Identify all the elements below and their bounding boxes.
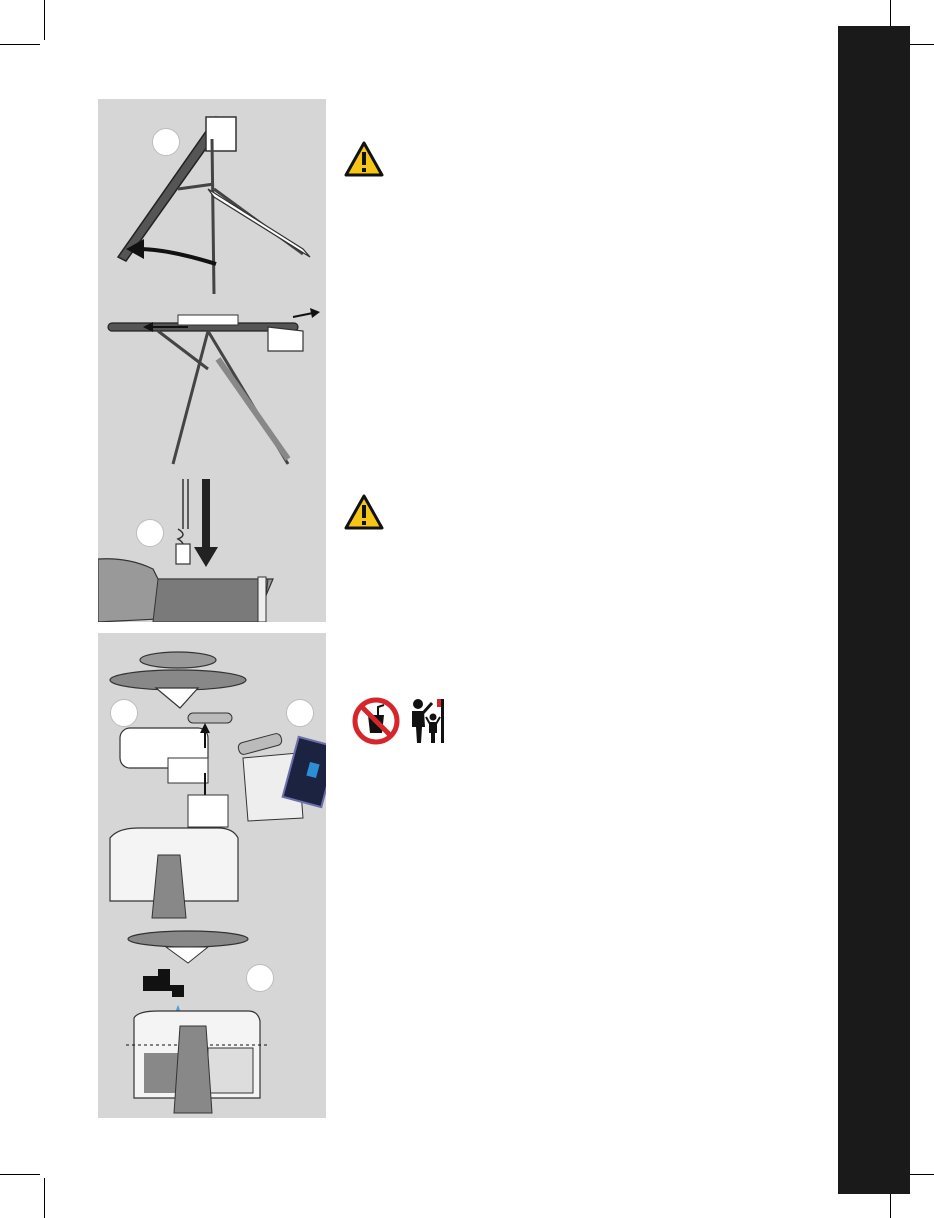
crop-mark [0,44,40,45]
step-marker [110,699,138,727]
filter-cartridge-exploded-icon [110,652,246,827]
crop-mark [44,1178,45,1218]
warning-triangle-icon [344,141,384,182]
illustration-panel-water [98,633,326,1118]
ironing-board-standing-icon [108,308,320,464]
crop-mark [44,0,45,40]
water-tank-empty-icon [110,828,238,918]
no-drinking-icon [352,697,400,750]
step-marker [152,128,180,156]
step-marker [286,699,314,727]
warning-triangle-icon [344,494,384,535]
chapter-side-tab [838,26,910,1194]
ironing-board-unfold-icon [118,117,310,294]
iron-rest-cord-hook-icon [98,479,273,622]
illustration-panel-setup [98,99,326,622]
setup-illustration [98,99,326,622]
filter-refill-pack-icon [237,733,326,821]
crop-mark [0,1174,40,1175]
keep-away-from-children-icon [406,697,446,750]
water-tank-fill-icon [126,931,268,1113]
step-marker [246,964,274,992]
step-marker [136,519,164,547]
